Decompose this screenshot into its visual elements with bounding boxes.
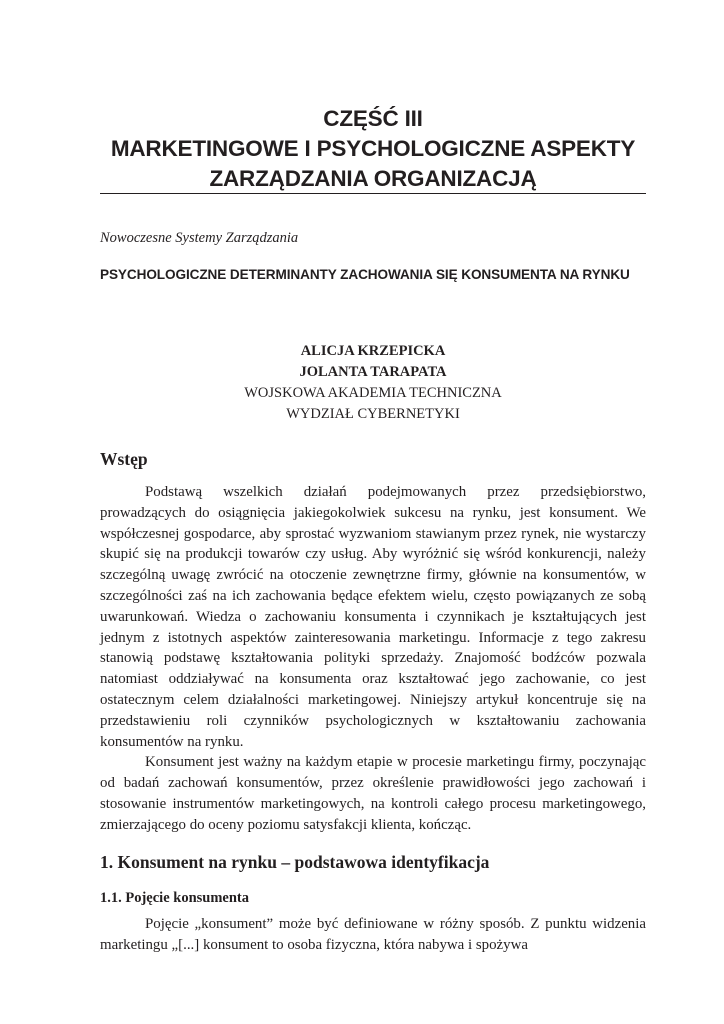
part-heading xyxy=(100,104,646,194)
section-heading: 1. Konsument na rynku – podstawowa identyfikacja xyxy=(100,852,490,872)
article-title: PSYCHOLOGICZNE DETERMINANTY ZACHOWANIA SIĘ KONSUMENTA NA RYNKU xyxy=(100,267,630,282)
affiliation-line: WOJSKOWA AKADEMIA TECHNICZNA xyxy=(244,385,502,401)
heading-divider xyxy=(100,193,646,194)
section-body xyxy=(100,914,646,956)
intro-heading: Wstęp xyxy=(100,449,148,469)
affiliation-line: WYDZIAŁ CYBERNETYKI xyxy=(286,406,460,422)
part-title-line-1: MARKETINGOWE I PSYCHOLOGICZNE ASPEKTY xyxy=(110,136,636,161)
paragraph: Konsument jest ważny na każdym etapie w procesie marketingu firmy, poczynając od badań zachowań konsumentów, przez określenie prawidłowości jego zachowań i stosowanie instrumentów marketingowych, na kontroli całego procesu marketingowego, zmierzającego do oceny poziomu satysfakcji klienta, kończąc. xyxy=(100,754,646,833)
paragraph: Pojęcie „konsument” może być definiowane w różny sposób. Z punktu widzenia marketingu „[...] konsument to osoba fizyczna, która nabywa i spożywa xyxy=(100,916,646,953)
author-name: JOLANTA TARAPATA xyxy=(299,364,447,380)
part-number: CZĘŚĆ III xyxy=(323,106,423,131)
author-name: ALICJA KRZEPICKA xyxy=(300,343,446,359)
author-block xyxy=(100,341,646,425)
paragraph: Podstawą wszelkich działań podejmowanych przez przedsiębiorstwo, prowadzących do osiągnięcia jakiegokolwiek sukcesu na rynku, jest konsument. We współczesnej gospodarce, aby sprostać wyzwaniom stawianym przez rynek, nie wystarczy skupić się na produkcji towarów czy usług. Aby wyróżnić się wśród konkurencji, należy szczególną uwagę zwrócić na otoczenie zewnętrzne firmy, głównie na konsumentów, w szczególności zaś na ich zachowania będące efektem wielu, często powiązanych ze sobą uwarunkowań. Wiedza o zachowaniu konsumenta i czynnikach je kształtujących jest jednym z istotnych aspektów zainteresowania marketingu. Informacje z tego zakresu stanowią podstawę kształtowania polityki sprzedaży. Znajomość bodźców pozwala natomiast oddziaływać na konsumenta oraz kształtować jego zachowanie, co jest ostatecznym celem działalności marketingowej. Niniejszy artykuł koncentruje się na przedstawieniu roli czynników psychologicznych w kształtowaniu zachowania konsumentów na rynku. xyxy=(100,484,646,750)
subsection-heading: 1.1. Pojęcie konsumenta xyxy=(100,890,250,906)
journal-name: Nowoczesne Systemy Zarządzania xyxy=(100,230,299,246)
part-title-line-2: ZARZĄDZANIA ORGANIZACJĄ xyxy=(209,166,537,191)
intro-body xyxy=(100,482,646,836)
